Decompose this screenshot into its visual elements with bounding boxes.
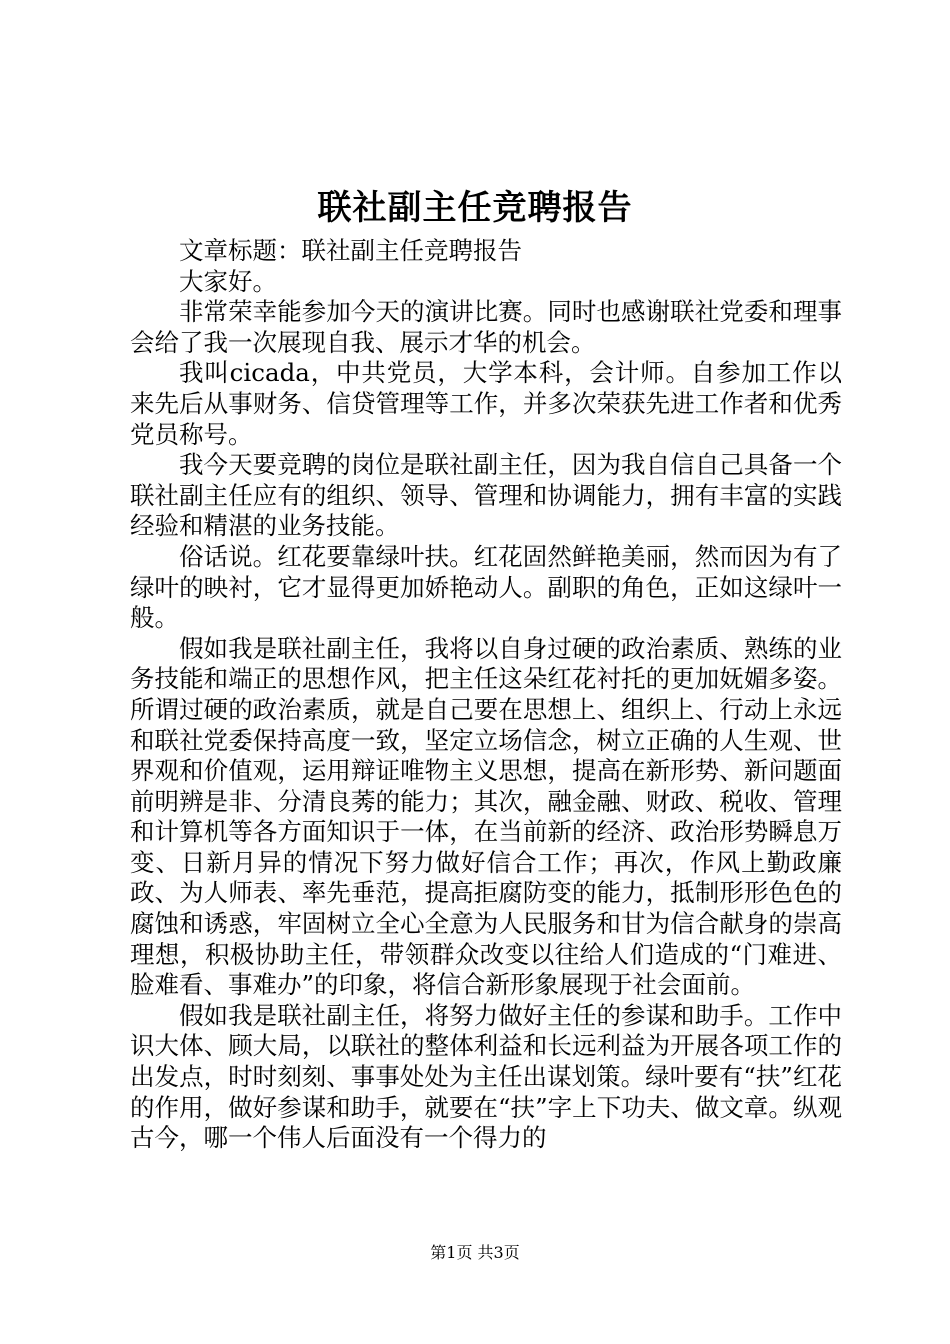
paragraph: 俗话说。红花要靠绿叶扶。红花固然鲜艳美丽，然而因为有了绿叶的映衬，它才显得更加娇艳动人。副职的角色，正如这绿叶一般。 — [130, 541, 842, 633]
paragraph: 假如我是联社副主任，我将以自身过硬的政治素质、熟练的业务技能和端正的思想作风，把主任这朵红花衬托的更加妩媚多姿。所谓过硬的政治素质，就是自己要在思想上、组织上、行动上永远和联社党委保持高度一致，坚定立场信念，树立正确的人生观、世界观和价值观，运用辩证唯物主义思想，提高在新形势、新问题面前明辨是非、分清良莠的能力；其次，融金融、财政、税收、管理和计算机等各方面知识于一体，在当前新的经济、政治形势瞬息万变、日新月异的情况下努力做好信合工作；再次，作风上勤政廉政、为人师表、率先垂范，提高拒腐防变的能力，抵制形形色色的腐蚀和诱惑，牢固树立全心全意为人民服务和甘为信合献身的崇高理想，积极协助主任，带领群众改变以往给人们造成的“门难进、脸难看、事难办”的印象，将信合新形象展现于社会面前。 — [130, 633, 842, 1000]
paragraph-greeting: 大家好。 — [179, 266, 277, 296]
paragraph-article-title: 文章标题：联社副主任竞聘报告 — [179, 236, 522, 265]
paragraph: 我今天要竞聘的岗位是联社副主任，因为我自信自己具备一个联社副主任应有的组织、领导、管理和协调能力，拥有丰富的实践经验和精湛的业务技能。 — [130, 450, 842, 541]
page-title: 联社副主任竞聘报告 — [317, 188, 633, 228]
paragraph: 假如我是联社副主任，将努力做好主任的参谋和助手。工作中识大体、顾大局，以联社的整体利益和长远利益为开展各项工作的出发点，时时刻刻、事事处处为主任出谋划策。绿叶要有“扶”红花的作用，做好参谋和助手，就要在“扶”字上下功夫、做文章。纵观古今，哪一个伟人后面没有一个得力的 — [130, 1000, 842, 1153]
paragraph: 我叫cicada，中共党员，大学本科，会计师。自参加工作以来先后从事财务、信贷管理等工作，并多次荣获先进工作者和优秀党员称号。 — [130, 358, 842, 449]
page-footer: 第1页 共3页 — [430, 1243, 520, 1262]
paragraph: 非常荣幸能参加今天的演讲比赛。同时也感谢联社党委和理事会给了我一次展现自我、展示才华的机会。 — [130, 297, 842, 357]
document-body — [130, 236, 842, 1154]
